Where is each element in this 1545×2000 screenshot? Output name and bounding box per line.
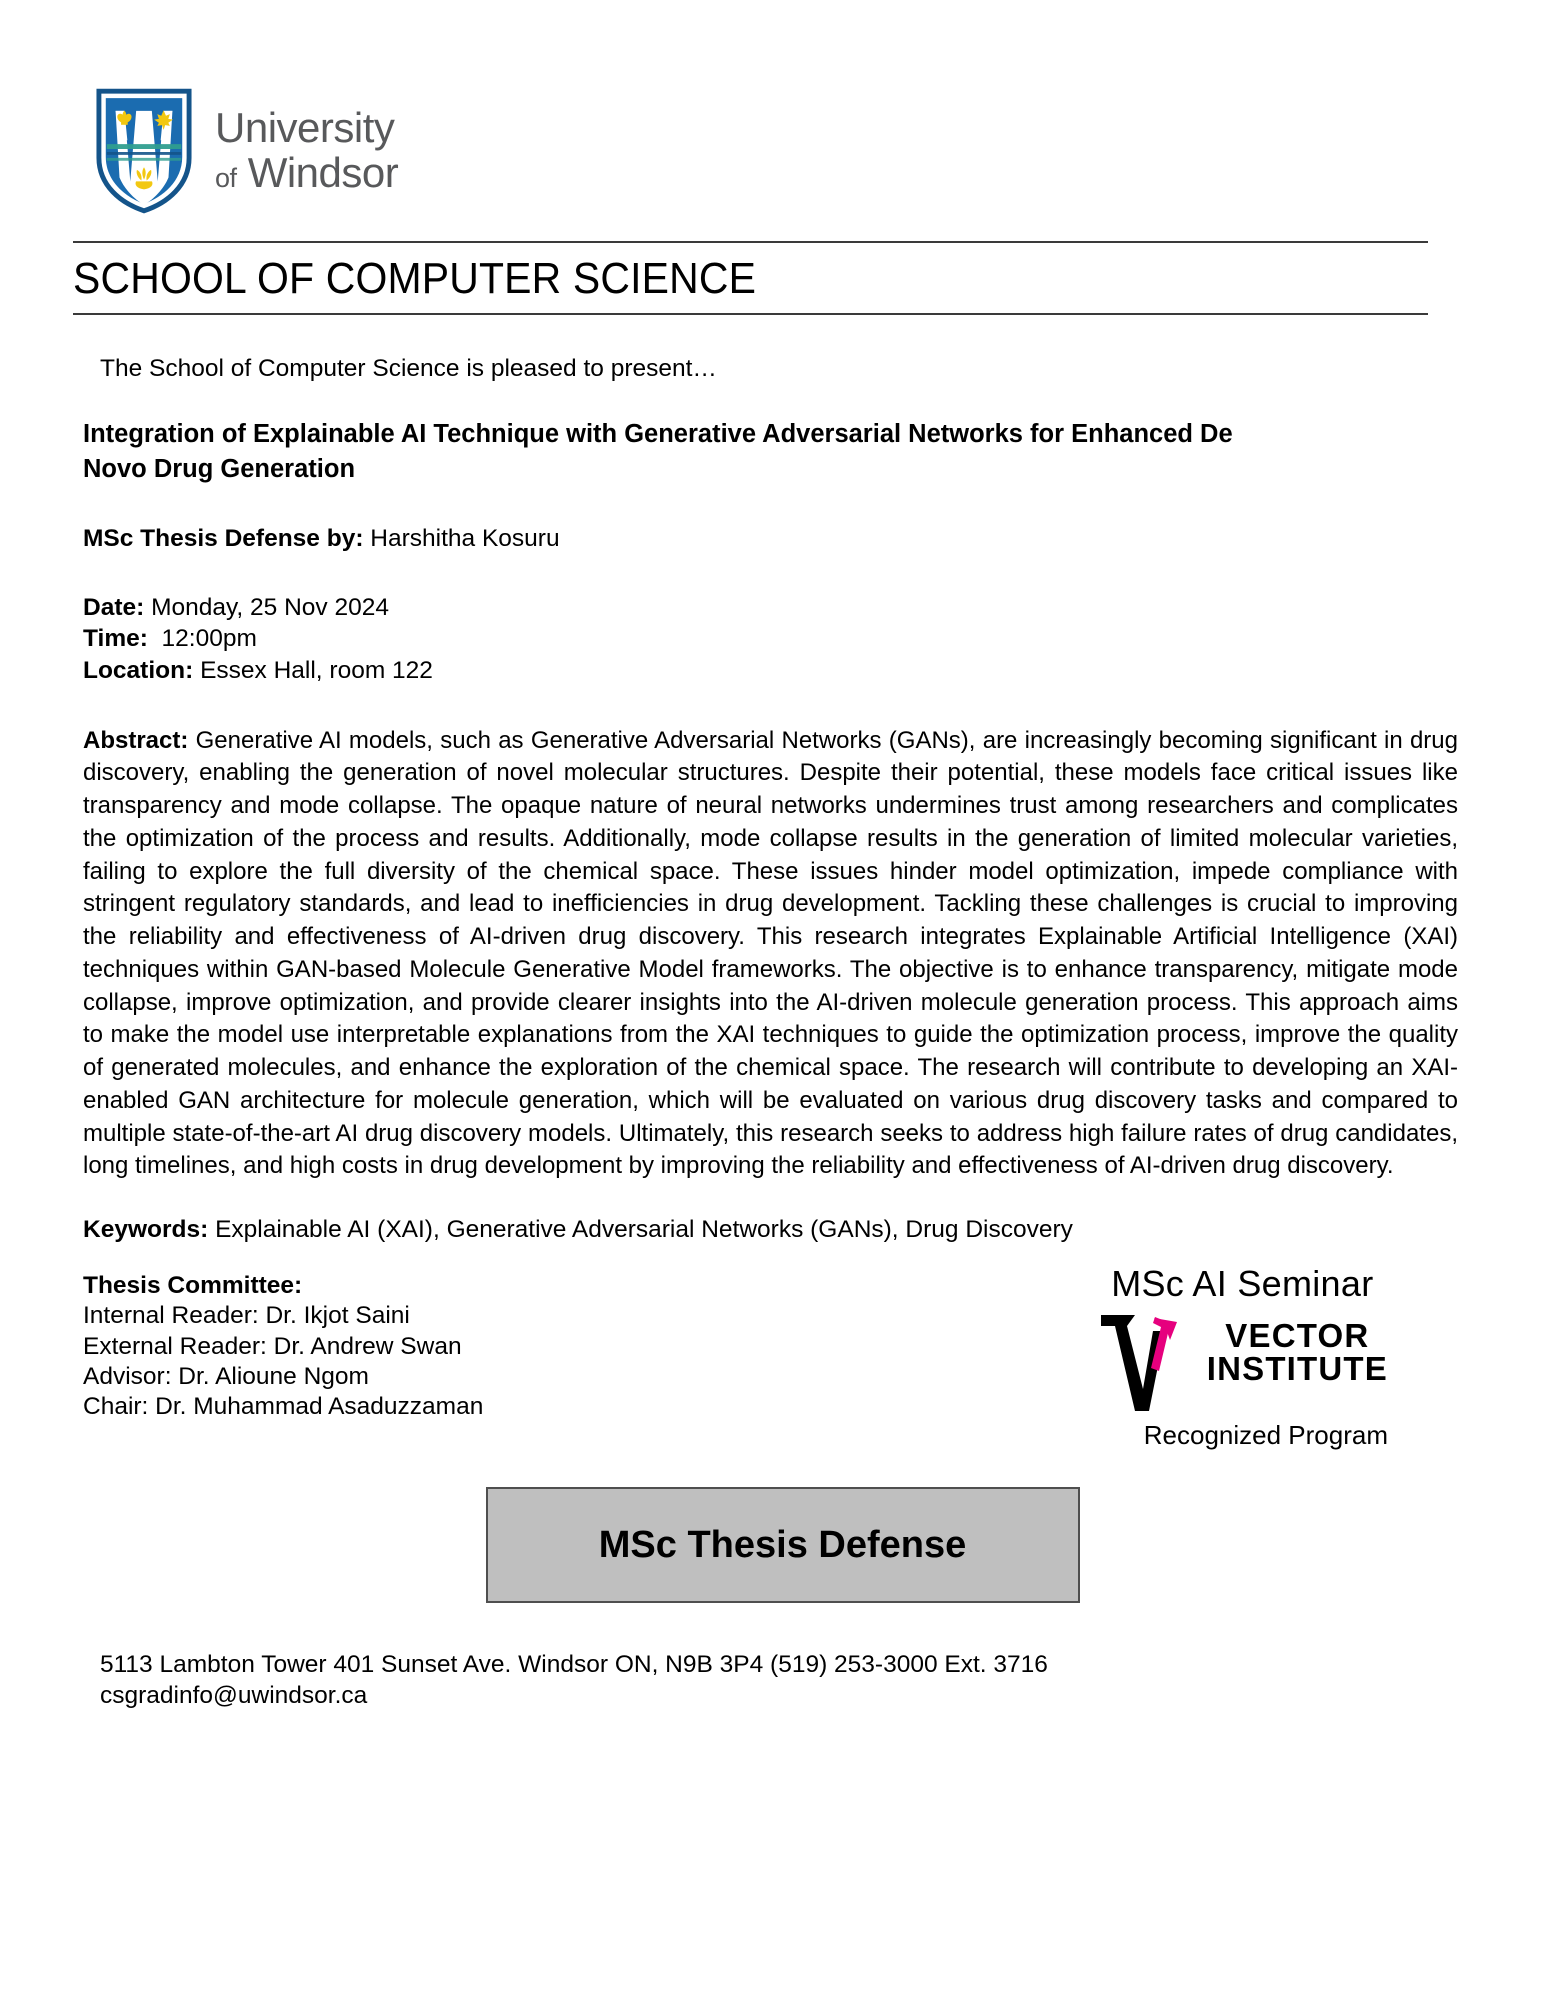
presenter-name: Harshitha Kosuru	[370, 524, 560, 552]
wordmark-university: University	[215, 104, 395, 152]
thesis-committee	[83, 1271, 483, 1422]
university-wordmark	[215, 104, 399, 196]
time-label: Time:	[83, 625, 148, 653]
msc-ai-seminar-title: MSc AI Seminar	[1111, 1263, 1374, 1305]
committee-member: External Reader: Dr. Andrew Swan	[83, 1332, 462, 1360]
wordmark-of: of	[215, 163, 237, 193]
university-logo	[95, 0, 1450, 223]
vector-v-arrow-icon	[1097, 1309, 1193, 1418]
date-label: Date:	[83, 593, 145, 621]
footer-contact	[100, 1649, 1450, 1712]
keywords-value: Explainable AI (XAI), Generative Adversarial Networks (GANs), Drug Discovery	[215, 1216, 1073, 1244]
presenter-label: MSc Thesis Defense by:	[83, 524, 364, 552]
detail-time	[83, 623, 1450, 655]
banner-row	[95, 1487, 1450, 1603]
wordmark-of-windsor	[215, 149, 399, 196]
committee-heading: Thesis Committee:	[83, 1272, 303, 1300]
msc-thesis-defense-banner: MSc Thesis Defense	[486, 1487, 1080, 1603]
committee-and-vector-row	[83, 1263, 1443, 1451]
wordmark-windsor: Windsor	[247, 149, 399, 196]
date-value: Monday, 25 Nov 2024	[151, 593, 389, 621]
committee-member: Internal Reader: Dr. Ikjot Saini	[83, 1302, 410, 1330]
location-label: Location:	[83, 657, 194, 685]
vector-word-vector: VECTOR	[1225, 1317, 1370, 1355]
presenter-line	[83, 525, 1450, 553]
header-rule-bottom	[73, 313, 1428, 315]
location-value: Essex Hall, room 122	[200, 657, 433, 685]
committee-member: Advisor: Dr. Alioune Ngom	[83, 1362, 369, 1390]
vector-institute-block	[1097, 1263, 1388, 1451]
vector-wordmark	[1206, 1309, 1388, 1388]
vector-word-institute: INSTITUTE	[1206, 1350, 1388, 1388]
vector-institute-logo	[1097, 1309, 1388, 1418]
page-title: SCHOOL OF COMPUTER SCIENCE	[73, 254, 757, 303]
recognized-program-label: Recognized Program	[1143, 1420, 1388, 1451]
talk-title: Integration of Explainable AI Technique with Generative Adversarial Networks for Enhanced De Novo Drug Generation	[83, 420, 1233, 483]
university-of-windsor-shield-icon	[95, 87, 193, 215]
detail-location	[83, 655, 1450, 687]
footer-email[interactable]: csgradinfo@uwindsor.ca	[100, 1682, 368, 1710]
detail-date	[83, 592, 1450, 624]
intro-text: The School of Computer Science is pleased to present…	[100, 355, 717, 382]
time-value: 12:00pm	[161, 625, 257, 653]
keywords-line	[83, 1216, 1450, 1244]
keywords-label: Keywords:	[83, 1216, 209, 1244]
event-details	[83, 592, 1450, 687]
footer-address: 5113 Lambton Tower 401 Sunset Ave. Windsor ON, N9B 3P4 (519) 253-3000 Ext. 3716	[100, 1651, 1048, 1679]
abstract-text: Generative AI models, such as Generative Adversarial Networks (GANs), are increasingly becoming significant in drug discovery, enabling the generation of novel molecular structures. Despite their potential, these models face critical issues like transparency and mode collapse. The opaque nature of neural networks undermines trust among researchers and complicates the optimization of the process and results. Additionally, mode collapse results in the generation of limited molecular varieties, failing to explore the full diversity of the chemical space. These issues hinder model optimization, impede compliance with stringent regulatory standards, and lead to inefficiencies in drug development. Tackling these challenges is crucial to improving the reliability and effectiveness of AI-driven drug discovery. This research integrates Explainable Artificial Intelligence (XAI) techniques within GAN-based Molecule Generative Model frameworks. The objective is to enhance transparency, mitigate mode collapse, improve optimization, and provide clearer insights into the AI-driven molecule generation process. This approach aims to make the model use interpretable explanations from the XAI techniques to guide the optimization process, improve the quality of generated molecules, and enhance the exploration of the chemical space. The research will contribute to developing an XAI-enabled GAN architecture for molecule generation, which will be evaluated on various drug discovery tasks and compared to multiple state-of-the-art AI drug discovery models. Ultimately, this research seeks to address high failure rates of drug candidates, long timelines, and high costs in drug development by improving the reliability and effectiveness of AI-driven drug discovery.	[83, 726, 1458, 1180]
abstract-paragraph	[83, 725, 1458, 1184]
abstract-label: Abstract:	[83, 726, 189, 754]
committee-member: Chair: Dr. Muhammad Asaduzzaman	[83, 1393, 484, 1421]
